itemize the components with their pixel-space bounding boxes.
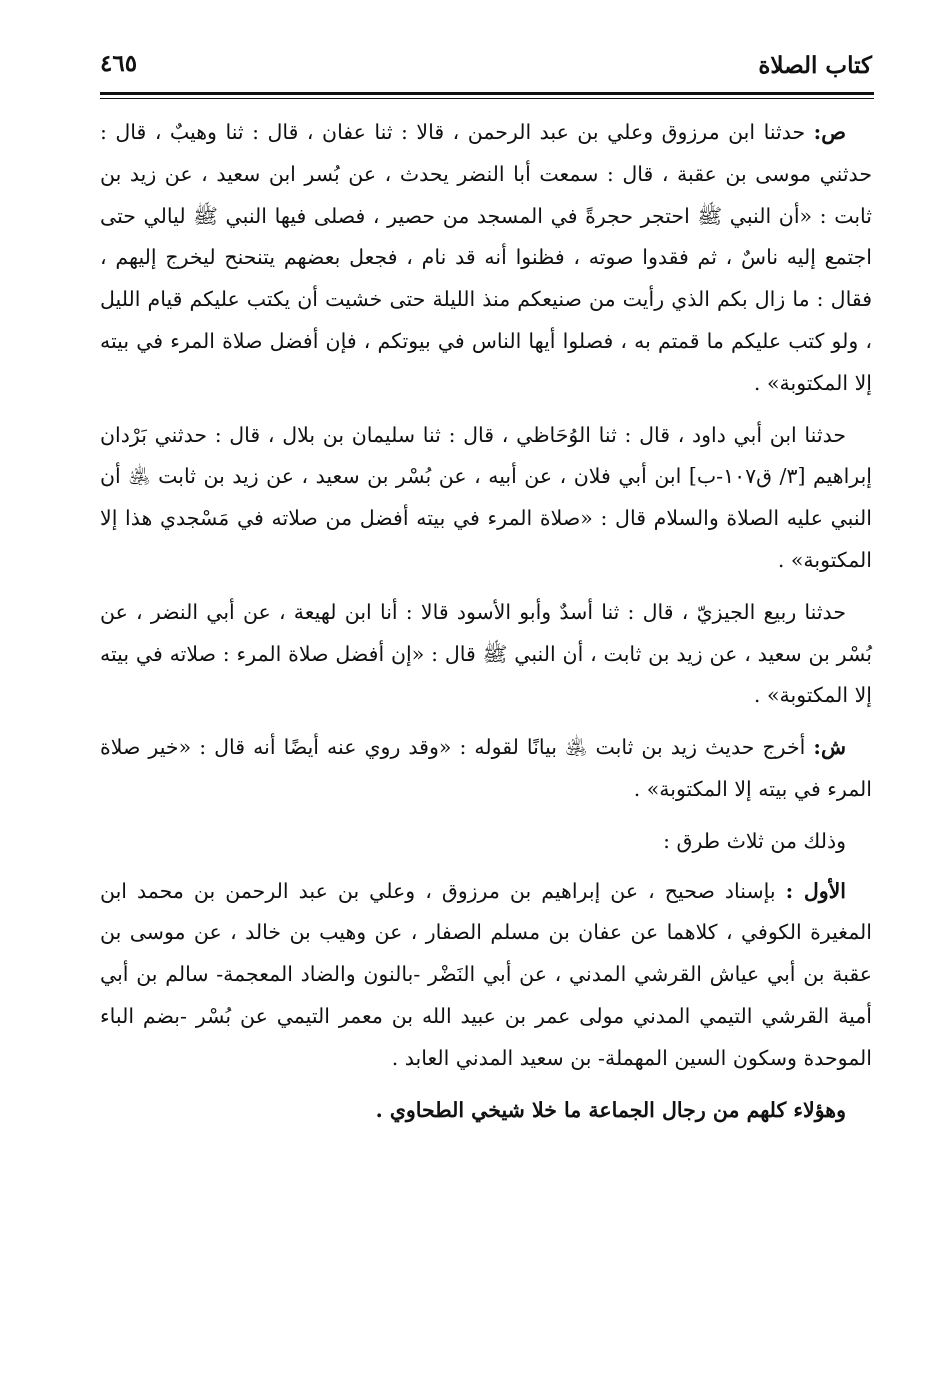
header-rule-thick [100, 92, 874, 95]
header-rule-thin [100, 98, 874, 99]
paragraph-text: حدثنا ربيع الجيزيّ ، قال : ثنا أسدٌ وأبو الأسود قالا : أنا ابن لهيعة ، عن أبي النضر ، عن بُسْر بن سعيد ، عن زيد بن ثابت ، أن النبي ﷺ قال : «إن أفضل صلاة المرء : صلاته في بيته إلا المكتوبة» . [100, 599, 872, 708]
paragraph-hadith-2 [100, 415, 872, 582]
closing-line: وهؤلاء كلهم من رجال الجماعة ما خلا شيخي الطحاوي . [375, 1097, 846, 1122]
first-path-lead: الأول : [785, 878, 847, 903]
paragraph-lead: ص: [813, 120, 846, 144]
paragraph-sharh [100, 727, 872, 811]
paragraph-text: بإسناد صحيح ، عن إبراهيم بن مرزوق ، وعلي بن عبد الرحمن بن محمد ابن المغيرة الكوفي ، كلاهما عن عفان بن مسلم الصفار ، عن وهيب بن خالد ، عن موسى بن عقبة بن أبي عياش القرشي المدني ، عن أبي النَضْر -بالنون والضاد المعجمة- سالم بن أبي أمية القرشي التيمي المدني مولى عمر بن عبيد الله بن معمر التيمي عن بُسْر -بضم الباء الموحدة وسكون السين المهملة- بن سعيد المدني العابد . [100, 878, 872, 1070]
page-header [100, 38, 872, 90]
paragraph-text: أخرج حديث زيد بن ثابت ﵁ بيانًا لقوله : «وقد روي عنه أيضًا أنه قال : «خير صلاة المرء في بيته إلا المكتوبة» . [100, 735, 872, 801]
book-title: كتاب الصلاة [758, 52, 872, 79]
paragraph-lead: ش: [813, 735, 846, 760]
paragraph-text: حدثنا ابن مرزوق وعلي بن عبد الرحمن ، قالا : ثنا عفان ، قال : ثنا وهيبٌ ، قال : حدثني موسى بن عقبة ، قال : سمعت أبا النضر يحدث ، عن بُسر ابن سعيد ، عن زيد بن ثابت : «أن النبي ﷺ احتجر حجرةً في المسجد من حصير ، فصلى فيها النبي ﷺ ليالي حتى اجتمع إليه ناسٌ ، ثم فقدوا صوته ، فظنوا أنه قد نام ، فجعل بعضهم يتنحنح ليخرج إليهم ، فقال : ما زال بكم الذي رأيت من صنيعكم منذ الليلة حتى خشيت أن يكتب عليكم قيام الليل ، ولو كتب عليكم ما قمتم به ، فصلوا أيها الناس في بيوتكم ، فإن أفضل صلاة المرء في بيته إلا المكتوبة» . [100, 120, 872, 395]
page-number: ٤٦٥ [100, 50, 138, 77]
paragraph-hadith-3 [100, 592, 872, 717]
paragraph-text: حدثنا ابن أبي داود ، قال : ثنا الوُحَاظي ، قال : ثنا سليمان بن بلال ، قال : حدثني بَرْدان إبراهيم [٣/ ق١٠٧-ب] ابن أبي فلان ، عن أبيه ، عن بُسْر بن سعيد ، عن زيد بن ثابت ﵁ أن النبي عليه الصلاة والسلام قال : «صلاة المرء في بيته أفضل من صلاته في مَسْجدي هذا إلا المكتوبة» . [100, 422, 873, 572]
paragraph-first-path [100, 871, 872, 1080]
paths-heading: وذلك من ثلاث طرق : [663, 828, 846, 853]
paragraph-sad [100, 112, 872, 405]
page-body [100, 112, 872, 1131]
